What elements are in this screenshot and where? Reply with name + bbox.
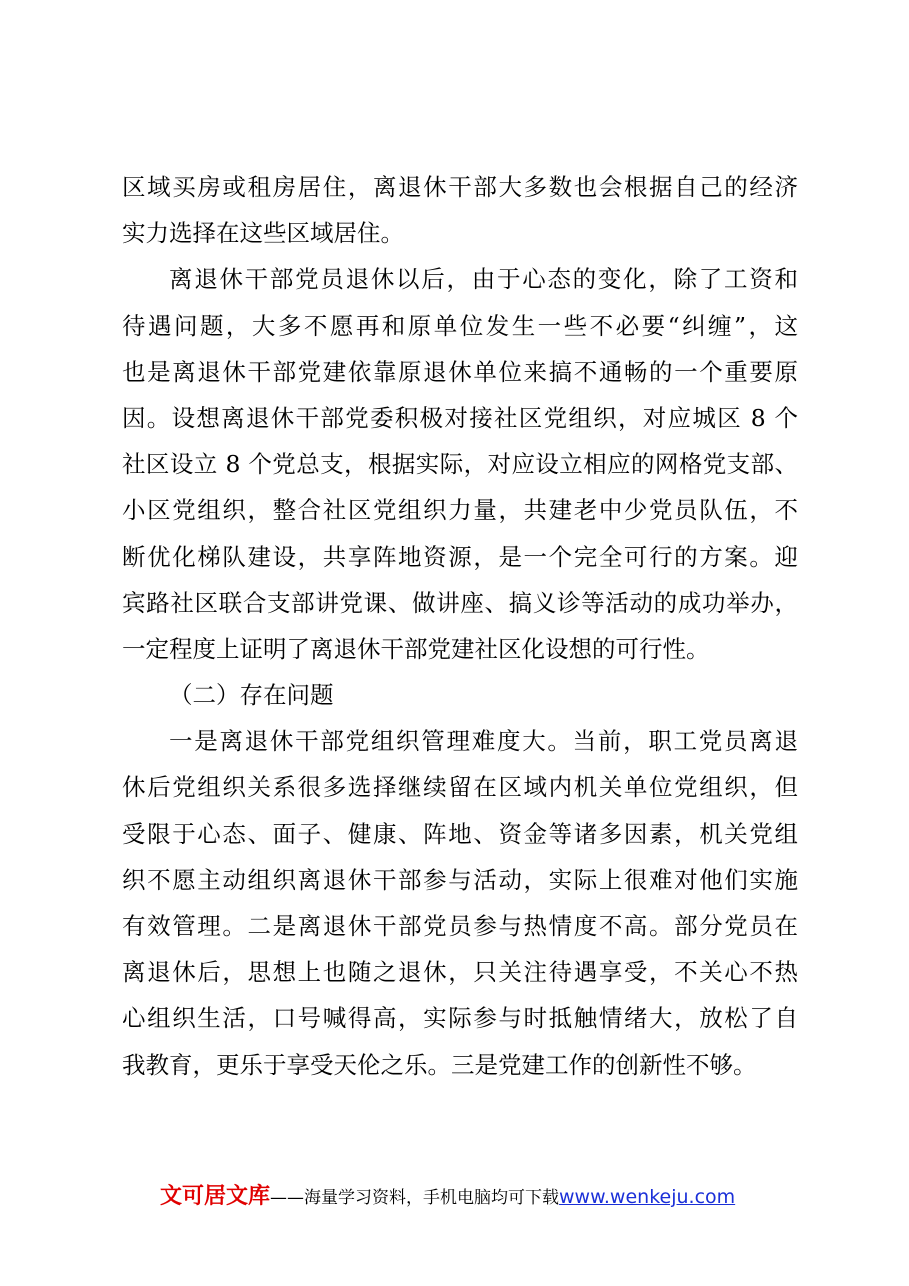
- text-line: 一是离退休干部党组织管理难度大。当前，职工党员离退: [169, 727, 798, 756]
- text-line: 受限于心态、面子、健康、阵地、资金等诸多因素，机关党组: [122, 819, 798, 848]
- footer-banner: [160, 1180, 800, 1214]
- text-line: 宾路社区联合支部讲党课、做讲座、搞义诊等活动的成功举办，: [122, 588, 798, 617]
- text-line: 待遇问题，大多不愿再和原单位发生一些不必要“纠缠”，这: [122, 311, 798, 340]
- text-line: 也是离退休干部党建依靠原退休单位来搞不通畅的一个重要原: [122, 357, 798, 386]
- text-line: 断优化梯队建设，共享阵地资源，是一个完全可行的方案。迎: [122, 542, 798, 571]
- paragraph-2: [122, 256, 798, 672]
- text-line: 实力选择在这些区域居住。: [122, 219, 404, 248]
- text-line: 一定程度上证明了离退休干部党建社区化设想的可行性。: [122, 634, 710, 663]
- text-line: 区域买房或租房居住，离退休干部大多数也会根据自己的经济: [122, 173, 798, 201]
- paragraph-3: [122, 718, 798, 1088]
- text-line: 心组织生活，口号喊得高，实际参与时抵触情绪大，放松了自: [122, 1004, 798, 1033]
- text-line: 离退休后，思想上也随之退休，只关注待遇享受，不关心不热: [122, 958, 798, 987]
- website-link[interactable]: www.wenkeju.com: [559, 1186, 736, 1208]
- text-line: 社区设立 8 个党总支，根据实际，对应设立相应的网格党支部、: [122, 450, 798, 479]
- text-line: 休后党组织关系很多选择继续留在区域内机关单位党组织，但: [122, 773, 798, 802]
- text-line: 离退休干部党员退休以后，由于心态的变化，除了工资和: [169, 265, 798, 294]
- text-line: 因。设想离退休干部党委积极对接社区党组织，对应城区 8 个: [122, 403, 798, 432]
- document-body: [122, 164, 798, 1088]
- text-line: 小区党组织，整合社区党组织力量，共建老中少党员队伍，不: [122, 496, 798, 525]
- text-line: 我教育，更乐于享受天伦之乐。三是党建工作的创新性不够。: [122, 1050, 757, 1079]
- footer-slogan: ——海量学习资料，手机电脑均可下载: [270, 1188, 560, 1208]
- paragraph-1: [122, 164, 798, 256]
- text-line: 有效管理。二是离退休干部党员参与热情度不高。部分党员在: [122, 912, 798, 940]
- text-line: 织不愿主动组织离退休干部参与活动，实际上很难对他们实施: [122, 865, 798, 894]
- section-heading: （二）存在问题: [169, 681, 334, 710]
- brand-name: 文可居文库: [160, 1184, 271, 1209]
